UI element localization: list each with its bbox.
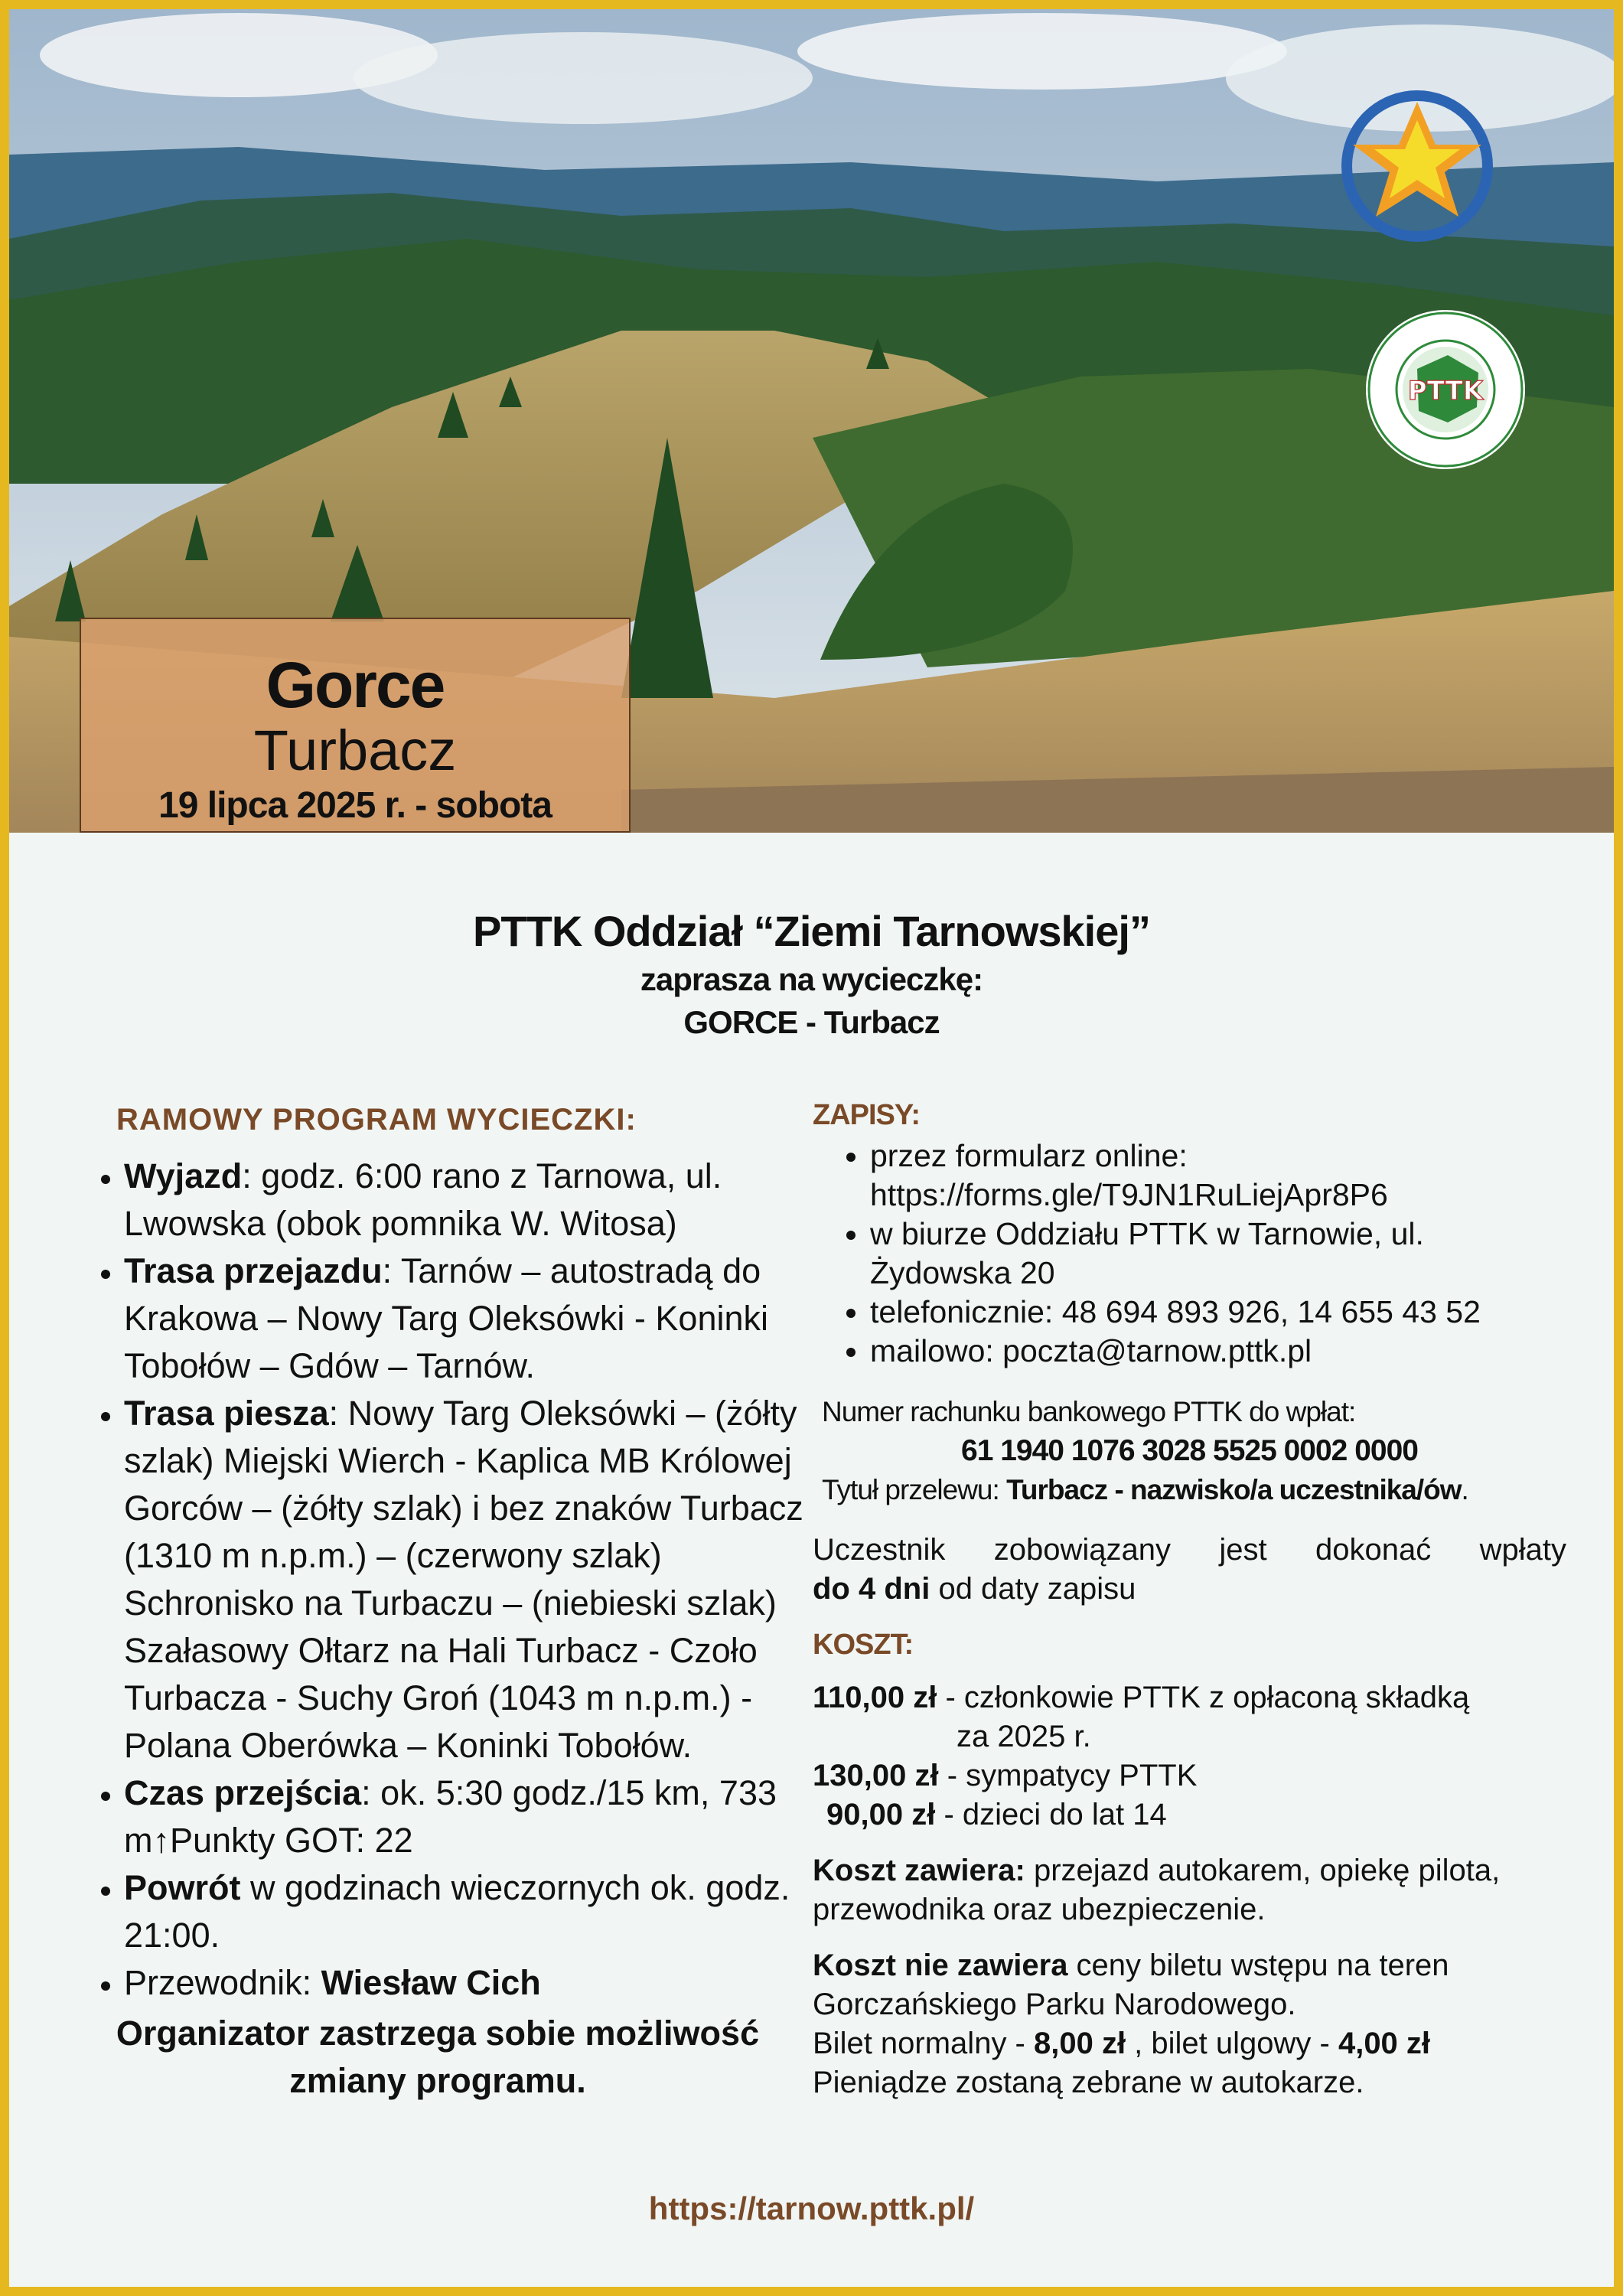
transfer-title: Tytuł przelewu: Turbacz - nazwisko/a uczestnika/ów. bbox=[822, 1474, 1468, 1505]
program-list bbox=[63, 1153, 813, 2007]
website-link[interactable]: https://tarnow.pttk.pl/ bbox=[648, 2190, 975, 2226]
organizer-note: Organizator zastrzega sobie możliwość zmiany programu. bbox=[116, 2014, 760, 2100]
payment-line: Uczestnik zobowiązany jest dokonać wpłaty bbox=[813, 1533, 1566, 1567]
payment-deadline: do 4 dni od daty zapisu bbox=[813, 1572, 1136, 1606]
bank-number: 61 1940 1076 3028 5525 0002 0000 bbox=[961, 1434, 1418, 1467]
program-item: • Trasa przejazdu: Tarnów – autostradą do Krakowa – Nowy Targ Oleksówki - Koninki Tobołów – Gdów – Tarnów. bbox=[124, 1247, 813, 1390]
guide-name: Wiesław Cich bbox=[321, 1963, 541, 2002]
pttk-logo-text: PTTK bbox=[1407, 376, 1484, 406]
hero-subtitle: Turbacz bbox=[253, 719, 457, 782]
kolo-przewodnikow-logo bbox=[1341, 90, 1494, 243]
price-row: 90,00 zł - dzieci do lat 14 bbox=[826, 1798, 1167, 1831]
ticket-prices: Bilet normalny - 8,00 zł , bilet ulgowy - 4,00 zł bbox=[813, 2027, 1431, 2060]
signup-item: • w biurze Oddziału PTTK w Tarnowie, ul. Żydowska 20 bbox=[870, 1215, 1566, 1293]
bank-label: Numer rachunku bankowego PTTK do wpłat: bbox=[822, 1396, 1356, 1427]
invitation-heading bbox=[9, 905, 1614, 1044]
invitation-line: zaprasza na wycieczkę: bbox=[640, 961, 983, 997]
program-item: • Wyjazd: godz. 6:00 rano z Tarnowa, ul. Lwowska (obok pomnika W. Witosa) bbox=[124, 1153, 813, 1247]
program-item: • Powrót w godzinach wieczornych ok. godz. 21:00. bbox=[124, 1864, 813, 1959]
program-item: • Trasa piesza: Nowy Targ Oleksówki – (żółty szlak) Miejski Wierch - Kaplica MB Królowej Gorców – (żółty szlak) i bez znaków Turbacz (1310 m n.p.m.) – (czerwony szlak) Schronisko na Turbaczu – (niebieski szlak) Szałasowy Ołtarz na Hali Turbacz - Czoło Turbacza - Suchy Groń (1043 m n.p.m.) - Polana Oberówka – Koninki Tobołów. bbox=[124, 1390, 813, 1769]
price-row: 110,00 zł - członkowie PTTK z opłaconą składką bbox=[813, 1681, 1470, 1714]
price-row: 130,00 zł - sympatycy PTTK bbox=[813, 1759, 1198, 1792]
poster bbox=[9, 9, 1614, 2287]
hero-title-box bbox=[80, 618, 631, 833]
cost-includes: Koszt zawiera: przejazd autokarem, opiekę pilota, przewodnika oraz ubezpieczenie. bbox=[813, 1854, 1501, 1926]
signup-item: • mailowo: poczta@tarnow.pttk.pl bbox=[870, 1332, 1566, 1371]
program-item: • Czas przejścia: ok. 5:30 godz./15 km, 733 m↑Punkty GOT: 22 bbox=[124, 1769, 813, 1864]
signup-cost-section bbox=[813, 1096, 1566, 2102]
program-section bbox=[63, 1096, 813, 2105]
program-title: RAMOWY PROGRAM WYCIECZKI: bbox=[116, 1103, 637, 1137]
cost-title: KOSZT: bbox=[813, 1629, 914, 1661]
signup-item: • przez formularz online: https://forms.gle/T9JN1RuLiejApr8P6 bbox=[870, 1137, 1566, 1215]
signup-list bbox=[813, 1137, 1566, 1371]
trip-name: GORCE - Turbacz bbox=[683, 1004, 940, 1040]
signup-title: ZAPISY: bbox=[813, 1099, 921, 1131]
signup-item: • telefonicznie: 48 694 893 926, 14 655 43 52 bbox=[870, 1293, 1566, 1332]
money-note: Pieniądze zostaną zebrane w autokarze. bbox=[813, 2066, 1364, 2099]
hero-photo bbox=[9, 9, 1614, 833]
guide-item: • Przewodnik: Wiesław Cich bbox=[124, 1959, 813, 2007]
cost-excludes: Koszt nie zawiera ceny biletu wstępu na teren Gorczańskiego Parku Narodowego. bbox=[813, 1949, 1449, 2021]
hero-date: 19 lipca 2025 r. - sobota bbox=[158, 785, 552, 826]
pttk-oddzial-logo bbox=[1364, 308, 1528, 472]
hero-title: Gorce bbox=[266, 649, 445, 721]
price-row-cont: za 2025 r. bbox=[957, 1720, 1091, 1753]
organizer-name: PTTK Oddział “Ziemi Tarnowskiej” bbox=[473, 907, 1150, 955]
